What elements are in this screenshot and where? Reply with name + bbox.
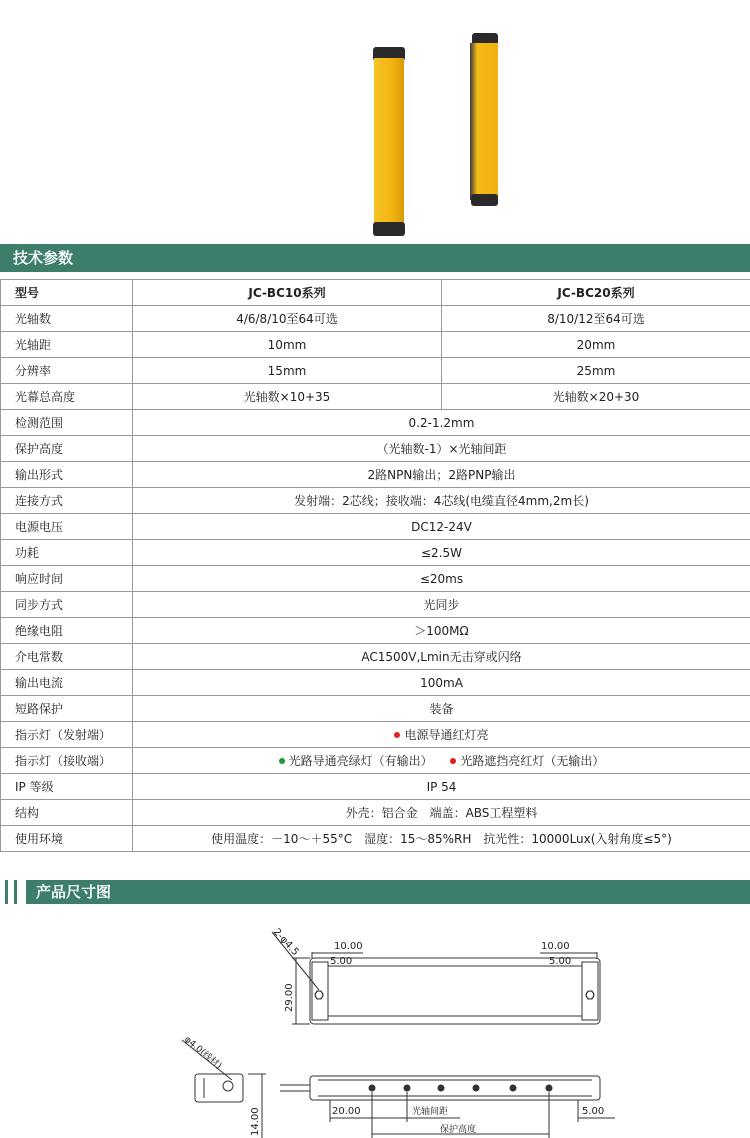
red-dot-icon bbox=[450, 758, 456, 764]
row-value: 外壳：铝合金 端盖：ABS工程塑料 bbox=[133, 800, 750, 826]
row-value: 发射端：2芯线；接收端：4芯线(电缆直径4mm,2m长) bbox=[133, 488, 750, 514]
table-row bbox=[1, 358, 750, 384]
table-row bbox=[1, 332, 750, 358]
row-value: AC1500V,Lmin无击穿或闪络 bbox=[133, 644, 750, 670]
row-label: 连接方式 bbox=[1, 488, 133, 514]
row-label: 响应时间 bbox=[1, 566, 133, 592]
row-value-col1: 15mm bbox=[133, 358, 442, 384]
table-row bbox=[1, 384, 750, 410]
row-value-col1: 10mm bbox=[133, 332, 442, 358]
section-title-dimensions: 产品尺寸图 bbox=[36, 883, 112, 901]
row-value: ＞100MΩ bbox=[133, 618, 750, 644]
protect-height-label: 保护高度 bbox=[440, 1125, 477, 1135]
row-value: 光同步 bbox=[133, 592, 750, 618]
indicator-rx-text1: 光路导通亮绿灯（有输出） bbox=[288, 754, 433, 768]
row-value: 100mA bbox=[133, 670, 750, 696]
dimension-drawing bbox=[0, 910, 750, 1138]
row-label: 检测范围 bbox=[1, 410, 133, 436]
dim-label: 5.00 bbox=[330, 956, 353, 967]
row-label: IP 等级 bbox=[1, 774, 133, 800]
row-label: 绝缘电阻 bbox=[1, 618, 133, 644]
row-value: 2路NPN输出；2路PNP输出 bbox=[133, 462, 750, 488]
row-label: 分辨率 bbox=[1, 358, 133, 384]
cable-note: φ4.0(线材) bbox=[182, 1034, 224, 1072]
section-title-specs: 技术参数 bbox=[0, 244, 750, 272]
table-row bbox=[1, 774, 750, 800]
row-value: 0.2-1.2mm bbox=[133, 410, 750, 436]
table-row bbox=[1, 826, 750, 852]
row-value: IP 54 bbox=[133, 774, 750, 800]
table-row bbox=[1, 540, 750, 566]
dim-label: 5.00 bbox=[549, 956, 572, 967]
row-value-col2: 20mm bbox=[442, 332, 750, 358]
table-row bbox=[1, 410, 750, 436]
row-value-col1: 4/6/8/10至64可选 bbox=[133, 306, 442, 332]
row-label: 光轴数 bbox=[1, 306, 133, 332]
dim-label: 29.00 bbox=[284, 983, 295, 1012]
table-row bbox=[1, 670, 750, 696]
row-value: （光轴数-1）×光轴间距 bbox=[133, 436, 750, 462]
table-row bbox=[1, 696, 750, 722]
indicator-rx-text2: 光路遮挡亮红灯（无输出） bbox=[460, 754, 605, 768]
hole-note: 2-φ4.5 bbox=[270, 926, 301, 959]
table-row bbox=[1, 306, 750, 332]
row-label: 短路保护 bbox=[1, 696, 133, 722]
table-row bbox=[1, 644, 750, 670]
row-label: 保护高度 bbox=[1, 436, 133, 462]
row-value bbox=[133, 722, 750, 748]
table-row bbox=[1, 462, 750, 488]
row-value: ≤20ms bbox=[133, 566, 750, 592]
row-value: 使用温度：－10～＋55°C 湿度：15～85%RH 抗光性：10000Lux(入射角度≤5°) bbox=[133, 826, 750, 852]
row-label: 输出电流 bbox=[1, 670, 133, 696]
row-value: DC12-24V bbox=[133, 514, 750, 540]
table-header-row bbox=[1, 280, 750, 306]
header-col2: JC-BC20系列 bbox=[442, 280, 750, 306]
indicator-tx-text: 电源导通红灯亮 bbox=[404, 728, 489, 742]
dim-label: 14.00 bbox=[250, 1107, 261, 1136]
dim-label: 10.00 bbox=[541, 941, 570, 952]
section-deco-bar bbox=[14, 880, 17, 904]
row-value-col2: 光轴数×20+30 bbox=[442, 384, 750, 410]
row-label: 结构 bbox=[1, 800, 133, 826]
green-dot-icon bbox=[279, 758, 285, 764]
light-curtain-emitter bbox=[373, 47, 405, 236]
row-label: 指示灯（发射端） bbox=[1, 722, 133, 748]
row-label: 功耗 bbox=[1, 540, 133, 566]
header-label: 型号 bbox=[1, 280, 133, 306]
light-curtain-receiver bbox=[470, 33, 498, 206]
row-label: 指示灯（接收端） bbox=[1, 748, 133, 774]
dim-label: 10.00 bbox=[334, 941, 363, 952]
dim-label: 5.00 bbox=[582, 1106, 605, 1117]
table-row bbox=[1, 722, 750, 748]
table-row bbox=[1, 488, 750, 514]
section-bar-bg bbox=[26, 880, 750, 904]
table-row bbox=[1, 592, 750, 618]
row-value: ≤2.5W bbox=[133, 540, 750, 566]
red-dot-icon bbox=[394, 732, 400, 738]
row-label: 介电常数 bbox=[1, 644, 133, 670]
table-row bbox=[1, 800, 750, 826]
dim-label: 20.00 bbox=[332, 1106, 361, 1117]
table-row bbox=[1, 514, 750, 540]
row-label: 电源电压 bbox=[1, 514, 133, 540]
row-value bbox=[133, 748, 750, 774]
table-row bbox=[1, 436, 750, 462]
row-label: 输出形式 bbox=[1, 462, 133, 488]
row-label: 光幕总高度 bbox=[1, 384, 133, 410]
table-row bbox=[1, 618, 750, 644]
product-image bbox=[0, 0, 750, 243]
section-deco-bar bbox=[5, 880, 8, 904]
row-value-col1: 光轴数×10+35 bbox=[133, 384, 442, 410]
row-value: 装备 bbox=[133, 696, 750, 722]
axis-spacing-label: 光轴间距 bbox=[412, 1107, 449, 1117]
row-label: 使用环境 bbox=[1, 826, 133, 852]
row-value-col2: 8/10/12至64可选 bbox=[442, 306, 750, 332]
table-row bbox=[1, 566, 750, 592]
row-label: 同步方式 bbox=[1, 592, 133, 618]
spec-table bbox=[0, 279, 750, 852]
row-value-col2: 25mm bbox=[442, 358, 750, 384]
row-label: 光轴距 bbox=[1, 332, 133, 358]
header-col1: JC-BC10系列 bbox=[133, 280, 442, 306]
table-row bbox=[1, 748, 750, 774]
